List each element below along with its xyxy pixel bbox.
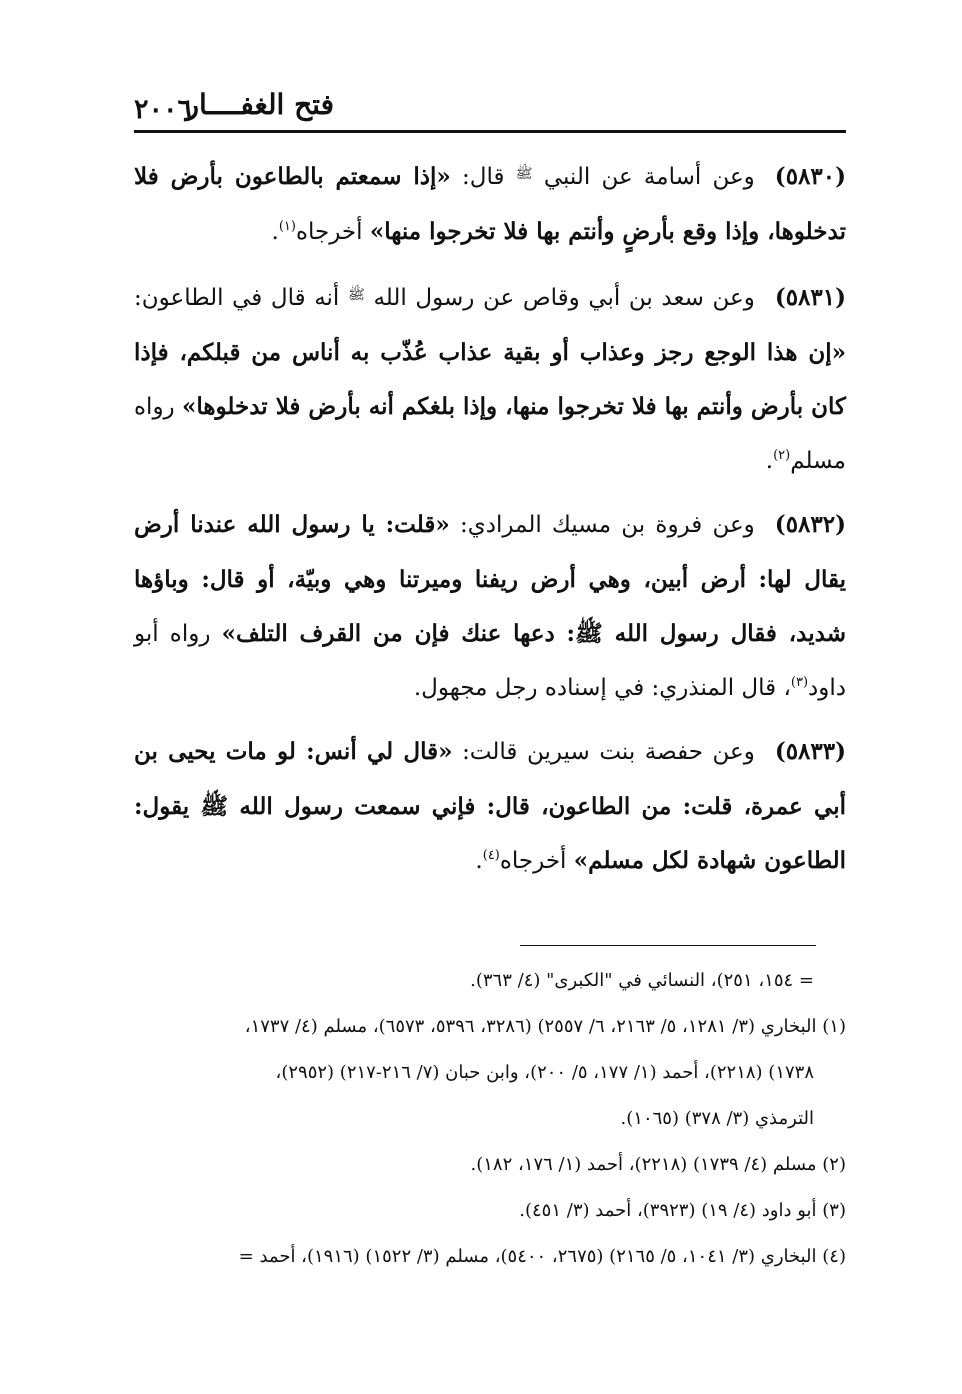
salla-glyph: ﷺ (347, 287, 365, 303)
hadith-quote: «إذا سمعتم بالطاعون بأرض فلا تدخلوها، وإذا وقع بأرضٍ وأنتم بها فلا تخرجوا منها» (134, 163, 846, 245)
footnote-marker[interactable]: (٢) (773, 447, 791, 463)
page-number: ٢٠٠٦ (134, 94, 193, 125)
footnote-separator (520, 945, 816, 946)
hadith-number: (٥٨٣٣) (774, 738, 847, 765)
hadith-end: . (271, 218, 279, 245)
hadith-intro: وعن حفصة بنت سيرين قالت: (462, 739, 755, 765)
hadith-quote: «إن هذا الوجع رجز وعذاب أو بقية عذاب عُذّب به أناس من قبلكم، فإذا كان بأرض وأنتم بها فلا تخرجوا منها، وإذا بلغكم أنه بأرض فلا تدخلوها» (134, 338, 847, 420)
footnote-4: (٤) البخاري (٣/ ١٠٤١، ٥/ ٢١٦٥) (٢٦٧٥، ٥٤٠٠)، مسلم (٣/ ١٥٢٢) (١٩١٦)، أحمد = (238, 1246, 846, 1267)
hadith-intro: وعن فروة بن مسيك المرادي: (459, 512, 755, 538)
hadith-lead: أنه قال في الطاعون: (134, 285, 348, 311)
hadith-number: (٥٨٣٢) (774, 511, 846, 538)
hadith-5832 (134, 498, 846, 715)
footnotes (134, 958, 846, 1280)
hadith-end: . (765, 447, 774, 474)
hadith-quote: «قلت: يا رسول الله عندنا أرض يقال لها: أرض أبين، وهي أرض ريفنا وميرتنا وهي وبيّة، أو قال: وباؤها شديد، فقال رسول الله ﷺ: دعها عنك فإن من القرف التلف» (134, 511, 846, 647)
page-header (134, 82, 846, 132)
salla-glyph: ﷺ (515, 166, 533, 182)
running-title: فتح الغفــــار (185, 88, 334, 121)
footnote-3: (٣) أبو داود (٤/ ١٩) (٣٩٢٣)، أحمد (٣/ ٤٥١). (519, 1200, 846, 1221)
hadith-number: (٥٨٣١) (774, 284, 847, 311)
hadith-quote: «قال لي أنس: لو مات يحيى بن أبي عمرة، قلت: من الطاعون، قال: فإني سمعت رسول الله ﷺ يقول: الطاعون شهادة لكل مسلم» (134, 738, 846, 874)
hadith-intro: وعن أسامة عن النبي (543, 164, 755, 190)
main-text (134, 148, 846, 899)
footnote-1: (١) البخاري (٣/ ١٢٨١، ٥/ ٢١٦٣، ٦/ ٢٥٥٧) (٣٢٨٦، ٥٣٩٦، ٦٥٧٣)، مسلم (٤/ ١٧٣٧، (244, 1016, 846, 1037)
hadith-5830 (134, 148, 846, 259)
hadith-end: . (475, 848, 483, 874)
footnote-continuation: = ١٥٤، ٢٥١)، النسائي في "الكبرى" (٤/ ٣٦٣). (470, 970, 814, 991)
hadith-source: أخرجاه (499, 848, 574, 874)
hadith-lead (450, 512, 460, 538)
hadith-source: رواه أبو داود (134, 621, 846, 701)
footnote-1-cont: ١٧٣٨) (٢٢١٨)، أحمد (١/ ١٧٧، ٥/ ٢٠٠)، وابن حبان (٧/ ٢١٦-٢١٧) (٢٩٥٢)، (275, 1062, 814, 1083)
hadith-end: ، قال المنذري: في إسناده رجل مجهول. (413, 674, 791, 701)
hadith-lead (453, 739, 463, 765)
hadith-source: رواه مسلم (134, 394, 846, 474)
footnote-marker[interactable]: (٣) (790, 674, 809, 690)
header-rule (134, 130, 846, 133)
hadith-lead: قال: (450, 164, 516, 190)
footnote-marker[interactable]: (١) (278, 218, 296, 234)
hadith-intro: وعن سعد بن أبي وقاص عن رسول الله (373, 285, 755, 311)
hadith-5833 (134, 725, 846, 889)
footnote-marker[interactable]: (٤) (482, 848, 500, 863)
hadith-number: (٥٨٣٠) (774, 163, 846, 190)
footnote-1-cont: الترمذي (٣/ ٣٧٨) (١٠٦٥). (620, 1108, 814, 1129)
hadith-5831 (134, 269, 846, 488)
hadith-source: أخرجاه (295, 218, 370, 245)
footnote-2: (٢) مسلم (٤/ ١٧٣٩) (٢٢١٨)، أحمد (١/ ١٧٦، ١٨٢). (470, 1154, 846, 1175)
